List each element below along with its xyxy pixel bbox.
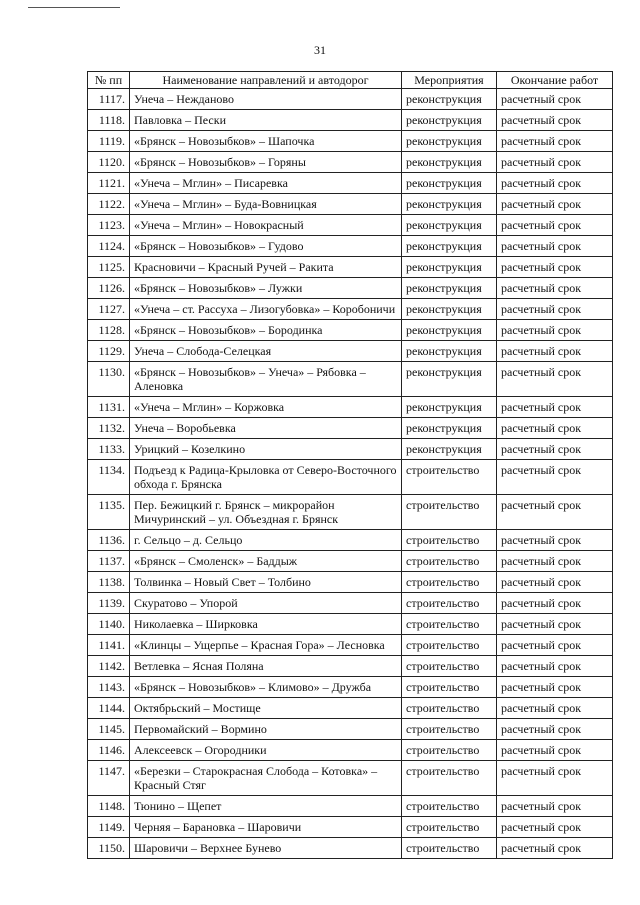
table-row xyxy=(88,614,613,635)
road-name: «Березки – Старокрасная Слобода – Котовка» – Красный Стяг xyxy=(130,761,402,796)
row-number: 1122. xyxy=(88,194,130,215)
table-row xyxy=(88,341,613,362)
activity: реконструкция xyxy=(402,418,497,439)
road-name: Пер. Бежицкий г. Брянск – микрорайон Мичуринский – ул. Объездная г. Брянск xyxy=(130,495,402,530)
row-number: 1126. xyxy=(88,278,130,299)
table-row xyxy=(88,719,613,740)
completion: расчетный срок xyxy=(497,320,613,341)
road-name: Первомайский – Вормино xyxy=(130,719,402,740)
row-number: 1142. xyxy=(88,656,130,677)
table-row xyxy=(88,89,613,110)
table-row xyxy=(88,418,613,439)
road-name: «Брянск – Новозыбков» – Горяны xyxy=(130,152,402,173)
header-name: Наименование направлений и автодорог xyxy=(130,72,402,89)
activity: строительство xyxy=(402,614,497,635)
road-name: «Унеча – Мглин» – Новокрасный xyxy=(130,215,402,236)
row-number: 1129. xyxy=(88,341,130,362)
activity: реконструкция xyxy=(402,89,497,110)
road-name: Толвинка – Новый Свет – Толбино xyxy=(130,572,402,593)
completion: расчетный срок xyxy=(497,131,613,152)
road-name: «Клинцы – Ущерпье – Красная Гора» – Лесновка xyxy=(130,635,402,656)
table-row xyxy=(88,698,613,719)
road-name: «Брянск – Смоленск» – Баддыж xyxy=(130,551,402,572)
activity: реконструкция xyxy=(402,362,497,397)
completion: расчетный срок xyxy=(497,236,613,257)
road-name: «Брянск – Новозыбков» – Гудово xyxy=(130,236,402,257)
completion: расчетный срок xyxy=(497,796,613,817)
completion: расчетный срок xyxy=(497,152,613,173)
completion: расчетный срок xyxy=(497,719,613,740)
table-row xyxy=(88,530,613,551)
activity: строительство xyxy=(402,530,497,551)
road-name: «Брянск – Новозыбков» – Лужки xyxy=(130,278,402,299)
completion: расчетный срок xyxy=(497,362,613,397)
road-name: г. Сельцо – д. Сельцо xyxy=(130,530,402,551)
row-number: 1123. xyxy=(88,215,130,236)
activity: строительство xyxy=(402,796,497,817)
completion: расчетный срок xyxy=(497,572,613,593)
completion: расчетный срок xyxy=(497,173,613,194)
road-name: Павловка – Пески xyxy=(130,110,402,131)
table-row xyxy=(88,194,613,215)
row-number: 1149. xyxy=(88,817,130,838)
activity: реконструкция xyxy=(402,110,497,131)
row-number: 1135. xyxy=(88,495,130,530)
header-num: № пп xyxy=(88,72,130,89)
activity: строительство xyxy=(402,460,497,495)
header-activity: Мероприятия xyxy=(402,72,497,89)
road-name: «Унеча – Мглин» – Писаревка xyxy=(130,173,402,194)
table-row xyxy=(88,593,613,614)
activity: строительство xyxy=(402,838,497,859)
completion: расчетный срок xyxy=(497,89,613,110)
activity: строительство xyxy=(402,656,497,677)
activity: реконструкция xyxy=(402,320,497,341)
road-name: Николаевка – Ширковка xyxy=(130,614,402,635)
completion: расчетный срок xyxy=(497,418,613,439)
activity: строительство xyxy=(402,698,497,719)
completion: расчетный срок xyxy=(497,215,613,236)
road-name: «Унеча – Мглин» – Коржовка xyxy=(130,397,402,418)
road-name: Красновичи – Красный Ручей – Ракита xyxy=(130,257,402,278)
completion: расчетный срок xyxy=(497,698,613,719)
completion: расчетный срок xyxy=(497,838,613,859)
activity: реконструкция xyxy=(402,215,497,236)
table-row xyxy=(88,320,613,341)
completion: расчетный срок xyxy=(497,551,613,572)
row-number: 1146. xyxy=(88,740,130,761)
road-name: Подъезд к Радица-Крыловка от Северо-Восточного обхода г. Брянска xyxy=(130,460,402,495)
completion: расчетный срок xyxy=(497,761,613,796)
activity: реконструкция xyxy=(402,439,497,460)
table-row xyxy=(88,215,613,236)
row-number: 1144. xyxy=(88,698,130,719)
table-row xyxy=(88,635,613,656)
table-row xyxy=(88,173,613,194)
row-number: 1127. xyxy=(88,299,130,320)
road-name: «Брянск – Новозыбков» – Шапочка xyxy=(130,131,402,152)
activity: реконструкция xyxy=(402,299,497,320)
completion: расчетный срок xyxy=(497,740,613,761)
completion: расчетный срок xyxy=(497,460,613,495)
completion: расчетный срок xyxy=(497,495,613,530)
completion: расчетный срок xyxy=(497,397,613,418)
completion: расчетный срок xyxy=(497,656,613,677)
completion: расчетный срок xyxy=(497,257,613,278)
table-row xyxy=(88,495,613,530)
row-number: 1150. xyxy=(88,838,130,859)
row-number: 1145. xyxy=(88,719,130,740)
page-number: 31 xyxy=(314,43,326,57)
row-number: 1131. xyxy=(88,397,130,418)
row-number: 1133. xyxy=(88,439,130,460)
activity: реконструкция xyxy=(402,397,497,418)
road-name: Шаровичи – Верхнее Бунево xyxy=(130,838,402,859)
table-row xyxy=(88,299,613,320)
road-name: Черняя – Барановка – Шаровичи xyxy=(130,817,402,838)
completion: расчетный срок xyxy=(497,194,613,215)
road-name: «Брянск – Новозыбков» – Бородинка xyxy=(130,320,402,341)
activity: строительство xyxy=(402,495,497,530)
table-row xyxy=(88,838,613,859)
table-row xyxy=(88,761,613,796)
completion: расчетный срок xyxy=(497,110,613,131)
road-name: Тюнино – Щепет xyxy=(130,796,402,817)
table-row xyxy=(88,817,613,838)
row-number: 1121. xyxy=(88,173,130,194)
completion: расчетный срок xyxy=(497,278,613,299)
row-number: 1140. xyxy=(88,614,130,635)
completion: расчетный срок xyxy=(497,299,613,320)
activity: строительство xyxy=(402,677,497,698)
row-number: 1143. xyxy=(88,677,130,698)
row-number: 1130. xyxy=(88,362,130,397)
header-row xyxy=(88,72,613,89)
top-rule xyxy=(28,7,120,8)
completion: расчетный срок xyxy=(497,614,613,635)
activity: реконструкция xyxy=(402,194,497,215)
completion: расчетный срок xyxy=(497,677,613,698)
table-row xyxy=(88,656,613,677)
activity: строительство xyxy=(402,817,497,838)
table-row xyxy=(88,362,613,397)
row-number: 1141. xyxy=(88,635,130,656)
road-name: Октябрьский – Мостище xyxy=(130,698,402,719)
activity: строительство xyxy=(402,761,497,796)
row-number: 1118. xyxy=(88,110,130,131)
table-row xyxy=(88,257,613,278)
road-name: Унеча – Нежданово xyxy=(130,89,402,110)
table-row xyxy=(88,110,613,131)
activity: реконструкция xyxy=(402,257,497,278)
activity: строительство xyxy=(402,719,497,740)
row-number: 1120. xyxy=(88,152,130,173)
completion: расчетный срок xyxy=(497,341,613,362)
table-row xyxy=(88,278,613,299)
road-name: Ветлевка – Ясная Поляна xyxy=(130,656,402,677)
road-name: Алексеевск – Огородники xyxy=(130,740,402,761)
activity: реконструкция xyxy=(402,236,497,257)
row-number: 1128. xyxy=(88,320,130,341)
activity: реконструкция xyxy=(402,152,497,173)
road-name: Унеча – Воробьевка xyxy=(130,418,402,439)
table-row xyxy=(88,572,613,593)
table-row xyxy=(88,796,613,817)
row-number: 1147. xyxy=(88,761,130,796)
row-number: 1125. xyxy=(88,257,130,278)
table-row xyxy=(88,236,613,257)
activity: строительство xyxy=(402,740,497,761)
activity: реконструкция xyxy=(402,131,497,152)
completion: расчетный срок xyxy=(497,635,613,656)
completion: расчетный срок xyxy=(497,817,613,838)
activity: реконструкция xyxy=(402,173,497,194)
row-number: 1139. xyxy=(88,593,130,614)
table-row xyxy=(88,677,613,698)
row-number: 1117. xyxy=(88,89,130,110)
header-completion: Окончание работ xyxy=(497,72,613,89)
table-body xyxy=(88,89,613,859)
row-number: 1134. xyxy=(88,460,130,495)
table-row xyxy=(88,551,613,572)
table-row xyxy=(88,152,613,173)
completion: расчетный срок xyxy=(497,530,613,551)
completion: расчетный срок xyxy=(497,593,613,614)
row-number: 1119. xyxy=(88,131,130,152)
road-name: «Брянск – Новозыбков» – Климово» – Дружба xyxy=(130,677,402,698)
activity: строительство xyxy=(402,635,497,656)
table-row xyxy=(88,740,613,761)
activity: реконструкция xyxy=(402,341,497,362)
table-row xyxy=(88,397,613,418)
row-number: 1136. xyxy=(88,530,130,551)
table-row xyxy=(88,460,613,495)
row-number: 1132. xyxy=(88,418,130,439)
road-name: «Брянск – Новозыбков» – Унеча» – Рябовка – Аленовка xyxy=(130,362,402,397)
roads-table xyxy=(87,71,613,859)
activity: строительство xyxy=(402,593,497,614)
activity: строительство xyxy=(402,572,497,593)
row-number: 1138. xyxy=(88,572,130,593)
road-name: «Унеча – Мглин» – Буда-Вовницкая xyxy=(130,194,402,215)
road-name: Скуратово – Упорой xyxy=(130,593,402,614)
completion: расчетный срок xyxy=(497,439,613,460)
road-name: Урицкий – Козелкино xyxy=(130,439,402,460)
road-name: «Унеча – ст. Рассуха – Лизогубовка» – Коробоничи xyxy=(130,299,402,320)
activity: реконструкция xyxy=(402,278,497,299)
row-number: 1124. xyxy=(88,236,130,257)
activity: строительство xyxy=(402,551,497,572)
table-row xyxy=(88,131,613,152)
road-name: Унеча – Слобода-Селецкая xyxy=(130,341,402,362)
table-header xyxy=(88,72,613,89)
row-number: 1137. xyxy=(88,551,130,572)
row-number: 1148. xyxy=(88,796,130,817)
table-row xyxy=(88,439,613,460)
